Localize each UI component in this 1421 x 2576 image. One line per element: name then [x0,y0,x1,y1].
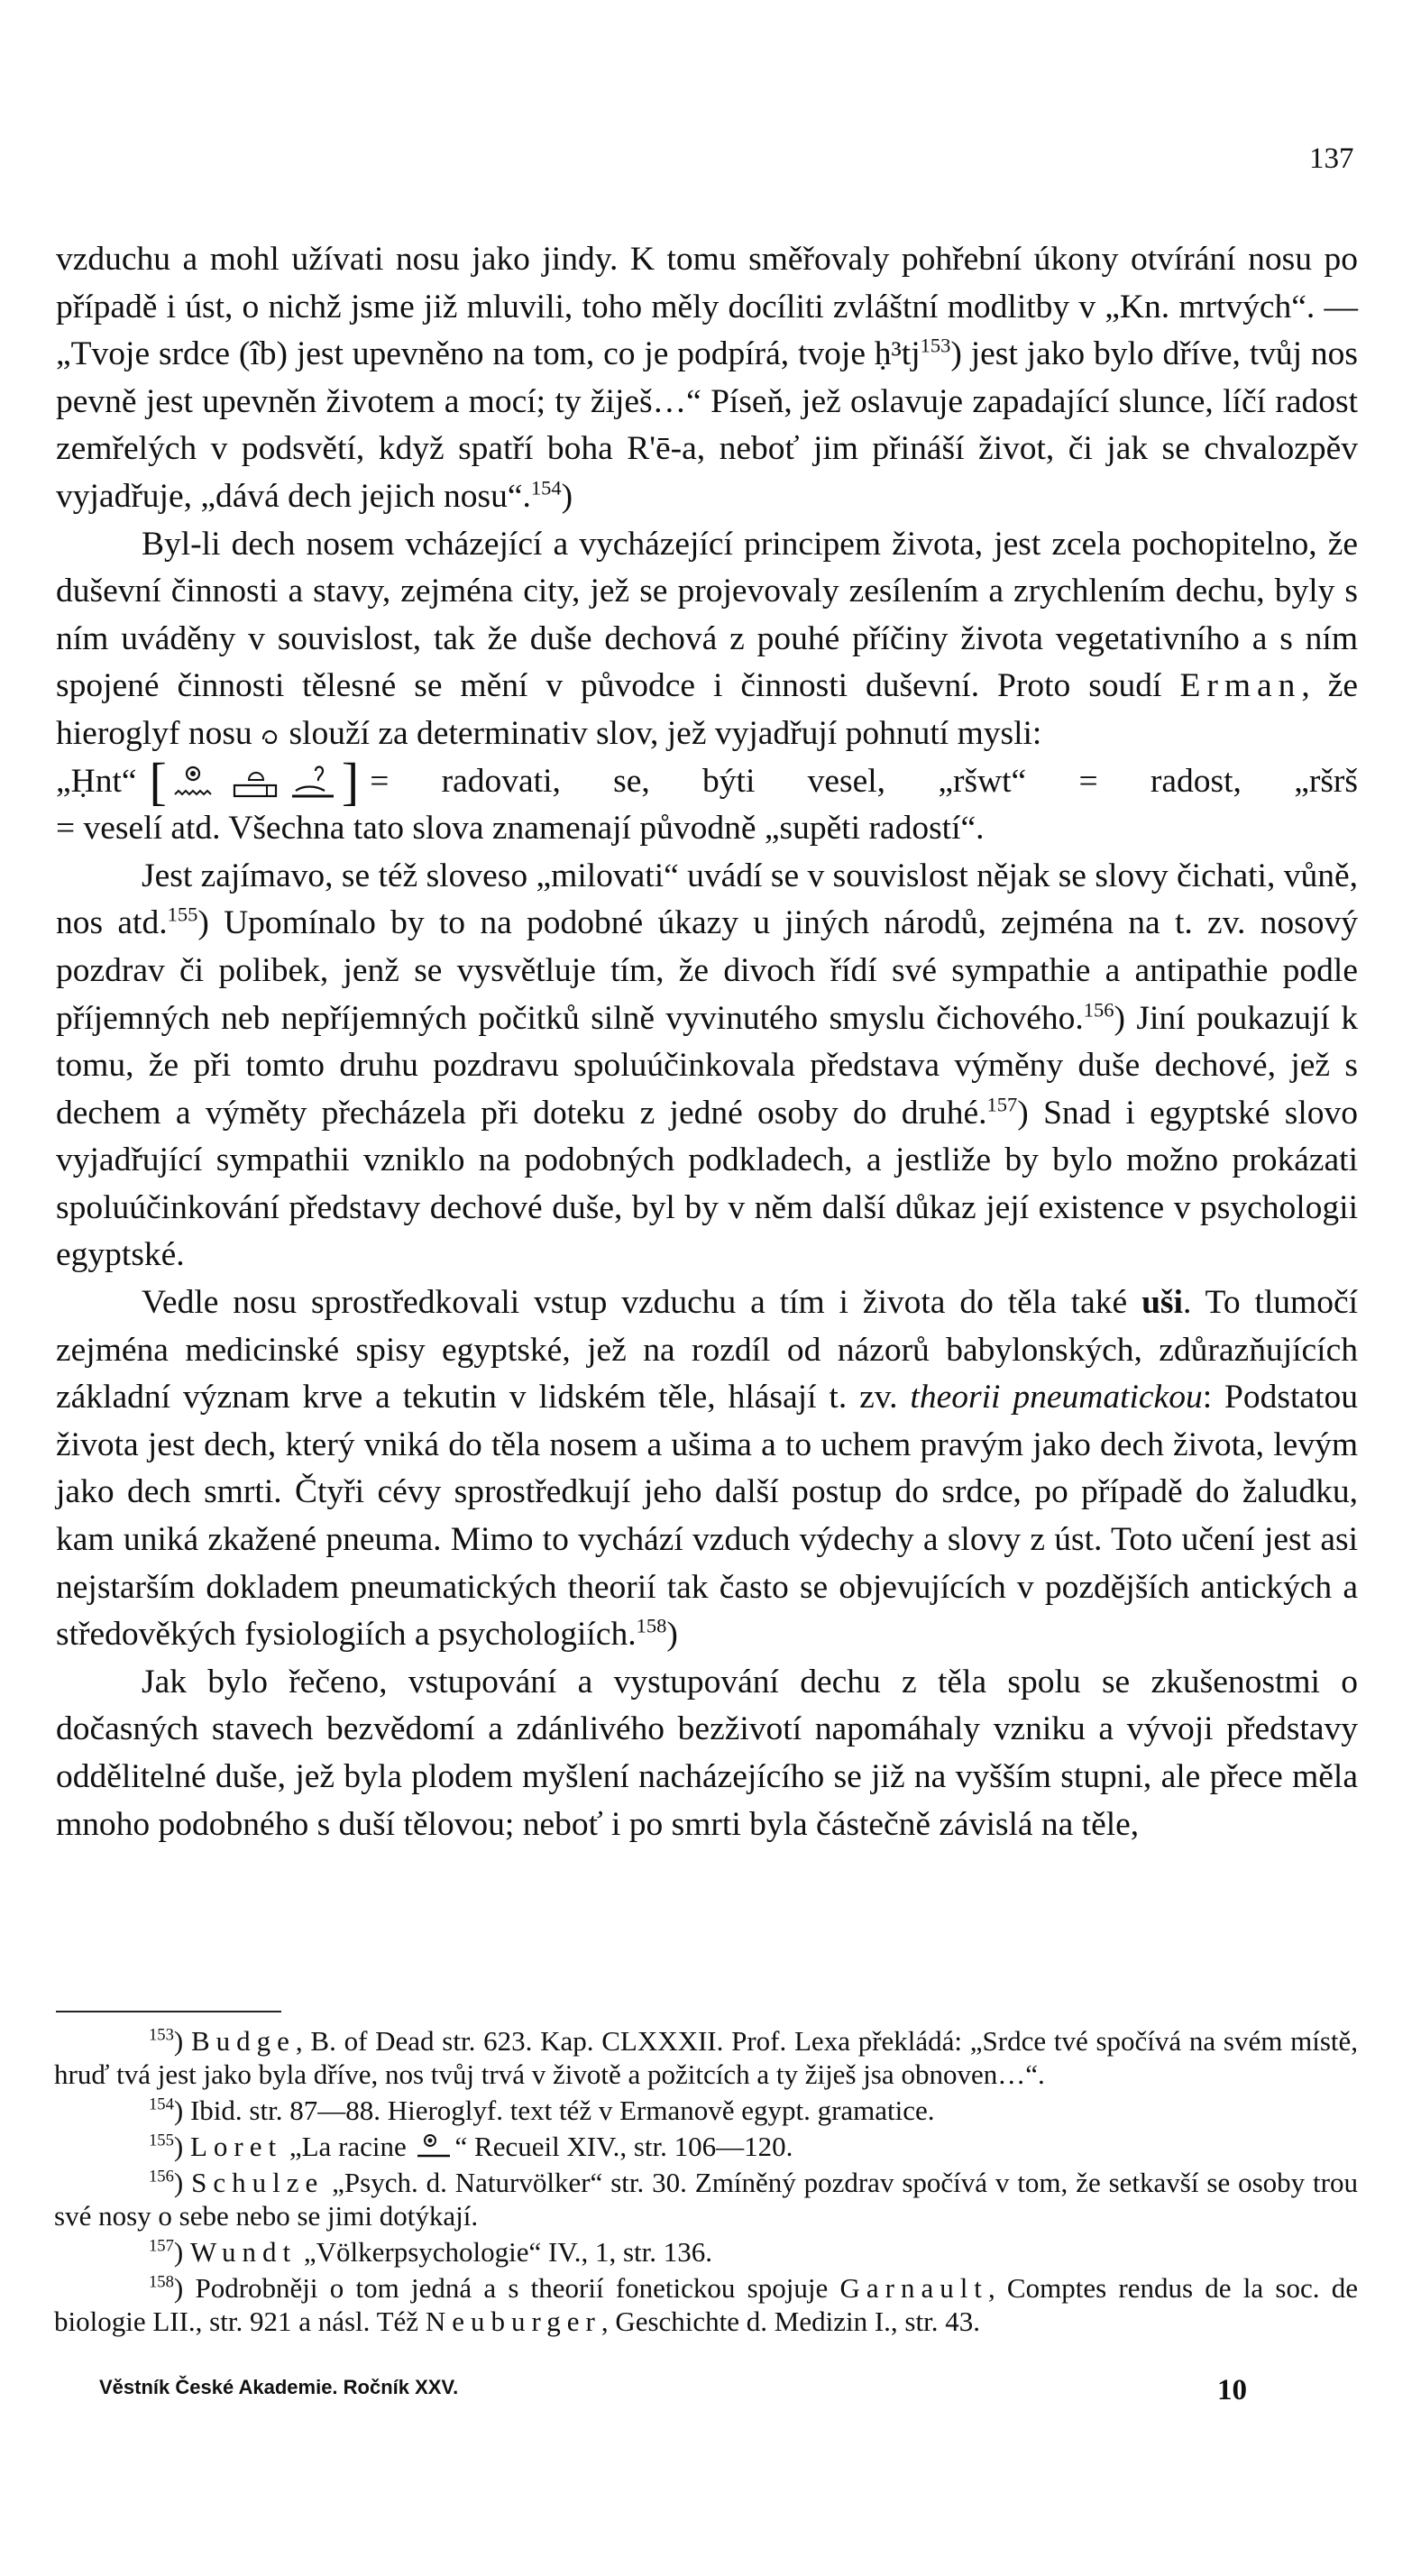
seated-figure-hieroglyph-icon [289,764,337,800]
text-run: = radovati, se, býti vesel, „ršwt“ = radost, „ršrš [370,762,1358,800]
text-run: slouží za determinativ slov, jež vyjadřují pohnutí mysli: [289,714,1042,752]
text-run: ) jest jako bylo dříve, tvůj nos pevně jest upevněn životem a mocí; ty žiješ…“ Píseň, jež oslavuje zapadající slunce, líčí radost zemřelých v podsvětí, když spatří boha R'ē-a, neboť jim přináší život, či jak se chvalozpěv vyjadřuje, „dává dech jejich nosu“. [56,335,1358,515]
footnote-ref-157: 157 [986,1093,1018,1116]
text-run: Jest zajímavo, se též sloveso „milovati“ uvádí se v souvislost nějak se slovy čichati, vůně, nos atd. [56,857,1358,942]
main-text [56,236,1358,1848]
text-run: ) Jiní poukazují k tomu, že při tomto druhu pozdravu spoluúčinkovala představa výměny duše dechové, jež s dechem a výměty přecházela při doteku z jedné osoby do druhé. [56,999,1358,1132]
author-neuburger: Neuburger [425,2306,601,2337]
author-budge: Budge [190,2025,296,2057]
author-garnault: Garnault [839,2272,988,2304]
bracket-close: ] [341,751,360,811]
footnote-ref-156: 156 [1083,998,1114,1021]
emphasis-theory: theorii pneumatickou [910,1379,1203,1416]
bracket-open: [ [149,751,167,811]
paragraph-2 [56,521,1358,758]
footnote-text: , Comptes rendus de la soc. de biologie LII., str. 921 a násl. Též [54,2272,1358,2337]
footnote-number: 156 [149,2167,174,2186]
footnote-ref-153: 153 [920,334,951,357]
text-run: Byl-li dech nosem vcházející a vycházející principem života, jest zcela pochopitelno, že duševní činnosti a stavy, zejména city, jež se projevovaly zesílením a zrychlením dechu, byly s ním uváděny v souvislost, tak že duše dechová z pouhé příčiny života vegetativního a s ním spojené činnosti tělesné se mění v původce i činnosti duševní. Proto soudí [56,525,1358,705]
paragraph-1 [56,236,1358,521]
footnote-text: , Geschichte d. Medizin I., str. 43. [600,2306,980,2337]
paragraph-5 [56,1659,1358,1848]
fish-hieroglyph-icon [414,2132,455,2159]
footnote-ref-155: 155 [167,903,198,926]
text-run: vzduchu a mohl užívati nosu jako jindy. K tomu směřovaly pohřební úkony otvírání nosu po případě i úst, o nichž jsme již mluvili, toho měly docíliti zvláštní modlitby v „Kn. mrtvých“. — „Tvoje srdce (îb) jest upevněno na tom, co je podpírá, tvoje ḥ³tj [56,241,1358,373]
text-run: ) [561,477,573,515]
hieroglyph-line [56,751,1358,811]
emphasis-usi: uši [1141,1284,1183,1322]
journal-footer: Věstník České Akademie. Ročník XXV. [99,2376,459,2398]
footnote-text: „La racine [289,2131,407,2162]
footnote-divider [56,2011,281,2012]
water-ripple-hieroglyph-icon [171,764,222,800]
term-hnt: „Ḥnt“ [56,762,137,800]
text-run: ) [666,1616,678,1654]
text-run: ) Snad i egyptské slovo vyjadřující sympathii vzniklo na podobných podkladech, a jestliže by bylo možno prokázati spoluúčinkování představy dechové duše, byl by v něm další důkaz její existence v psychologii egyptské. [56,1094,1358,1274]
text-run: : Podstatou života jest dech, který vniká do těla nosem a ušima a to uchem pravým jako dech života, levým jako dech smrti. Čtyři cévy sprostředkují jeho další postup do srdce, po případě do žaludku, kam uniká zkažené pneuma. Mimo to vychází vzduch výdechy a slovy z úst. Toto učení jest asi nejstarším dokladem pneumatických theorií tak často se objevujících v pozdějších antických a středověkých fysiologiích a psychologiích. [56,1379,1358,1654]
building-hieroglyph-icon [231,764,280,800]
footnote-ref-158: 158 [636,1614,667,1637]
text-run: ) Upomínalo by to na podobné úkazy u jiných národů, zejména na t. zv. nosový pozdrav či polibek, jenž se vysvětluje tím, že divoch řídí své sympathie a antipathie podle příjemných neb nepříjemných počitků silně vyvinutého smyslu čichového. [56,904,1358,1037]
author-loret: Loret [189,2131,283,2162]
footnote-155: $^{155}$) Loret „La racine “ Recueil XIV., str. 106—120. [149,2131,793,2162]
footnotes [54,2024,1358,2341]
page-number: 137 [1309,142,1354,175]
text-run: , že hieroglyf nosu [56,667,1359,752]
footnote-number: 157 [149,2236,174,2256]
hieroglyph-group [149,751,360,811]
author-erman: Erman [1179,667,1302,705]
author-wundt: Wundt [189,2236,298,2268]
paragraph-3 [56,853,1358,1279]
footnote-text: „Völkerpsychologie“ IV., 1, str. 136. [303,2236,713,2268]
footnote-number: 154 [149,2095,174,2114]
footnote-text: “ Recueil XIV., str. 106—120. [454,2131,793,2162]
author-schulze: Schulze [191,2167,325,2198]
signature-mark: 10 [1217,2374,1247,2406]
text-run: Vedle nosu sprostředkovali vstup vzduchu a tím i života do těla také [142,1284,1128,1322]
footnote-158: $^{158}$) Podrobněji o tom jedná a s theorií fonetickou spojuje Garnault, Comptes rendus de la soc. de biologie LII., str. 921 a násl. Též Neuburger, Geschichte d. Medizin I., str. 43. [54,2272,1358,2337]
footnote-text: Ibid. str. 87—88. Hieroglyf. text též v Ermanově egypt. gramatice. [189,2095,935,2126]
footnote-number: 158 [149,2272,174,2292]
footnote-text: „Psych. d. Naturvölker“ str. 30. Zmíněný pozdrav spočívá v tom, že setkavší se osoby trou své nosy o sebe nebo se jimi dotýkají. [54,2167,1358,2232]
footnote-number: 155 [149,2131,174,2150]
nose-hieroglyph-icon [261,727,280,747]
text-line [56,805,1358,853]
footnote-153: $^{153}$) Budge, B. of Dead str. 623. Kap. CLXXXII. Prof. Lexa překládá: „Srdce tvé spočívá na svém místě, hruď tvá jest jako byla dříve, nos tvůj trvá v životě a požitcích a ty žiješ jsa obnoven…“. [54,2025,1359,2090]
footnote-154: $^{154}$) Ibid. str. 87—88. Hieroglyf. text též v Ermanově egypt. gramatice. [149,2095,935,2126]
paragraph-4 [56,1279,1358,1659]
footnote-157: $^{157}$) Wundt „Völkerpsychologie“ IV., 1, str. 136. [149,2236,713,2268]
footnote-text: Podrobněji o tom jedná a s theorií fonetickou spojuje [195,2272,829,2304]
footnote-number: 153 [149,2025,174,2045]
footnote-ref-154: 154 [530,476,562,500]
footnote-156: $^{156}$) Schulze „Psych. d. Naturvölker“ str. 30. Zmíněný pozdrav spočívá v tom, že setkavší se osoby trou své nosy o sebe nebo se jimi dotýkají. [54,2167,1358,2232]
text-run: Jak bylo řečeno, vstupování a vystupování dechu z těla spolu se zkušenostmi o dočasných stavech bezvědomí a zdánlivého bezživotí napomáhaly vzniku a vývoji představy oddělitelné duše, jež byla plodem myšlení nacházejícího se již na vyšším stupni, ale přece měla mnoho podobného s duší tělovou; neboť i po smrti byla částečně závislá na těle, [56,1663,1358,1843]
text-run: = veselí atd. Všechna tato slova znamenají původně „supěti radostí“. [56,810,985,848]
text-run: . To tlumočí zejména medicinské spisy egyptské, jež na rozdíl od názorů babylonských, zdůrazňujících základní význam krve a tekutin v lidském těle, hlásají t. zv. [56,1284,1359,1416]
footnote-text: , B. of Dead str. 623. Kap. CLXXXII. Prof. Lexa překládá: „Srdce tvé spočívá na svém místě, hruď tvá jest jako byla dříve, nos tvůj trvá v životě a požitcích a ty žiješ jsa obnoven…“. [54,2025,1359,2090]
